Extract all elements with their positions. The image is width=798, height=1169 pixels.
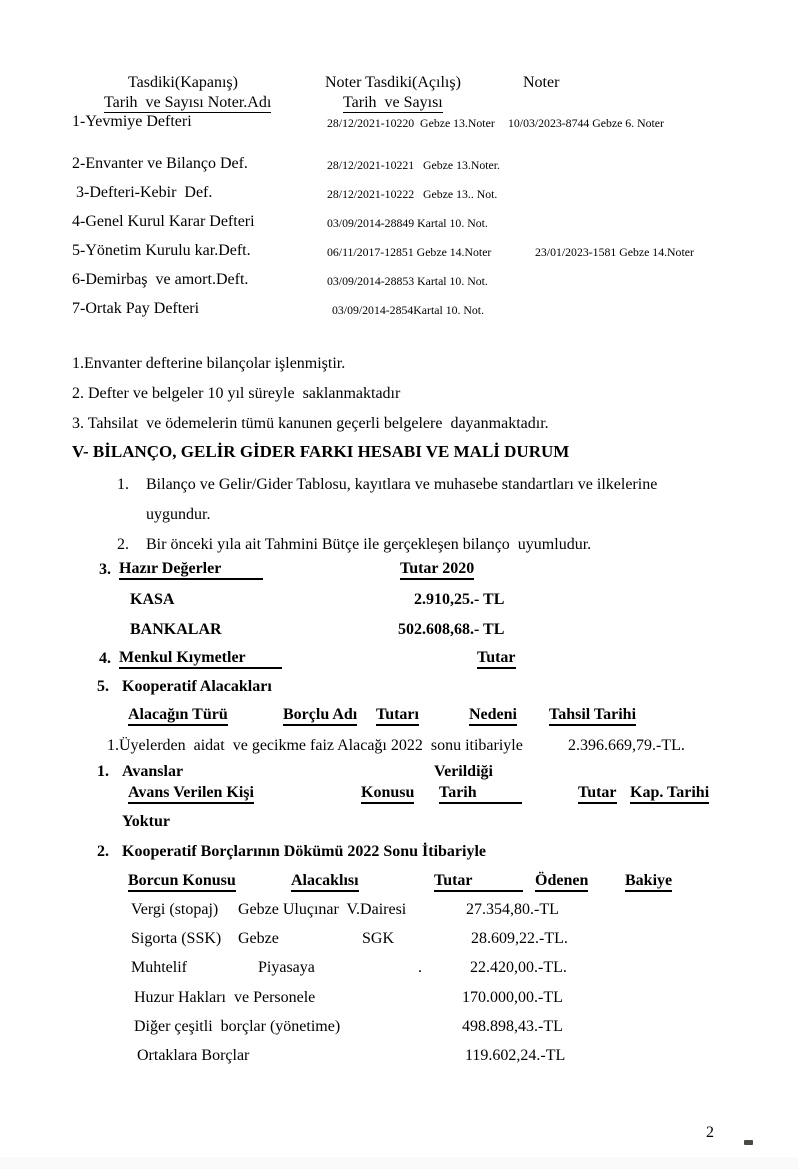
alacak-col-header: Tahsil Tarihi bbox=[549, 706, 636, 726]
alacak-col-header: Tutarı bbox=[376, 706, 419, 726]
ledger-header-closing: Tasdiki(Kapanış) bbox=[128, 74, 238, 91]
bankalar-label: BANKALAR bbox=[130, 621, 222, 638]
avans-col-header: Tutar bbox=[578, 784, 617, 804]
tutar-2020-header: Tutar 2020 bbox=[400, 560, 474, 580]
borc-row-tutar: 119.602,24.-TL bbox=[465, 1047, 566, 1064]
hazir-degerler-number: 3. bbox=[99, 561, 111, 578]
item-number: 1. bbox=[117, 476, 129, 493]
ledger-row-name: 4-Genel Kurul Karar Defteri bbox=[72, 213, 255, 230]
alacaklar-number: 5. bbox=[97, 678, 109, 695]
item-text: uygundur. bbox=[146, 506, 211, 523]
avans-col-header: Avans Verilen Kişi bbox=[128, 784, 254, 804]
alacak-col-header: Nedeni bbox=[469, 706, 517, 726]
borc-row-alacakli: Gebze Uluçınar V.Dairesi bbox=[238, 901, 407, 918]
ledger-row-name: 6-Demirbaş ve amort.Deft. bbox=[72, 271, 249, 288]
ledger-row-detail: 03/09/2014-28853 Kartal 10. Not. bbox=[327, 274, 488, 288]
page-bottom-shade bbox=[0, 1157, 798, 1169]
avans-col-header: Konusu bbox=[361, 784, 414, 804]
ledger-row-detail: 28/12/2021-10220 Gebze 13.Noter bbox=[327, 116, 495, 130]
avans-col-header: Tarih bbox=[439, 784, 522, 804]
ledger-row-name: 3-Defteri-Kebir Def. bbox=[72, 184, 213, 201]
borc-row-konu: Muhtelif bbox=[131, 959, 187, 976]
menkul-label: Menkul Kıymetler bbox=[119, 649, 282, 669]
borc-row-konu: Huzur Hakları ve Personele bbox=[134, 989, 316, 1006]
item-text: Bilanço ve Gelir/Gider Tablosu, kayıtlara ve muhasebe standartları ve ilkelerine bbox=[146, 476, 658, 493]
borc-row-extra: SGK bbox=[362, 930, 395, 947]
avanslar-label: Avanslar bbox=[122, 763, 184, 780]
borc-row-konu: Sigorta (SSK) bbox=[131, 930, 222, 947]
avans-col-header: Kap. Tarihi bbox=[630, 784, 709, 804]
uyelerden-line: 1.Üyelerden aidat ve gecikme faiz Alacağı 2022 sonu itibariyle bbox=[107, 737, 523, 754]
borc-row-konu: Vergi (stopaj) bbox=[131, 901, 219, 918]
alacak-col-header: Borçlu Adı bbox=[283, 706, 357, 726]
borc-row-alacakli: Gebze bbox=[238, 930, 279, 947]
ledger-row-name: 1-Yevmiye Defteri bbox=[72, 113, 192, 130]
borc-col-header: Bakiye bbox=[625, 872, 672, 892]
borc-col-header: Alacaklısı bbox=[291, 872, 359, 892]
borc-row-tutar: 498.898,43.-TL bbox=[462, 1018, 563, 1035]
ledger-row-detail: 23/01/2023-1581 Gebze 14.Noter bbox=[535, 245, 694, 259]
borc-row-alacakli: Piyasaya bbox=[258, 959, 315, 976]
item-number: 2. bbox=[117, 536, 129, 553]
ledger-row-name: 5-Yönetim Kurulu kar.Deft. bbox=[72, 242, 251, 259]
borc-row-konu: Diğer çeşitli borçlar (yönetime) bbox=[134, 1018, 341, 1035]
ledger-row-name: 2-Envanter ve Bilanço Def. bbox=[72, 155, 248, 172]
item-text: Bir önceki yıla ait Tahmini Bütçe ile gerçekleşen bilanço uyumludur. bbox=[146, 536, 592, 553]
menkul-tutar-header: Tutar bbox=[477, 649, 516, 669]
menkul-number: 4. bbox=[99, 650, 111, 667]
ledger-row-detail: 10/03/2023-8744 Gebze 6. Noter bbox=[508, 116, 664, 130]
ledger-row-detail: 03/09/2014-28849 Kartal 10. Not. bbox=[327, 216, 488, 230]
ledger-header-opening-sub: Tarih ve Sayısı bbox=[343, 94, 443, 113]
ledger-row-detail: 28/12/2021-10222 Gebze 13.. Not. bbox=[327, 187, 498, 201]
borc-row-tutar: 28.609,22.-TL. bbox=[471, 930, 568, 947]
ledger-row-detail: 06/11/2017-12851 Gebze 14.Noter bbox=[327, 245, 492, 259]
page-number: 2 bbox=[706, 1124, 714, 1141]
note-line: 2. Defter ve belgeler 10 yıl süreyle saklanmaktadır bbox=[72, 385, 401, 402]
alacaklar-label: Kooperatif Alacakları bbox=[122, 678, 272, 695]
borc-row-tutar: 27.354,80.-TL bbox=[466, 901, 559, 918]
borclar-title: Kooperatif Borçlarının Dökümü 2022 Sonu İtibariyle bbox=[122, 843, 487, 860]
borc-row-konu: Ortaklara Borçlar bbox=[137, 1047, 250, 1064]
borc-row-extra: . bbox=[418, 959, 422, 976]
borc-col-header: Borcun Konusu bbox=[128, 872, 236, 892]
ledger-header-opening: Noter Tasdiki(Açılış) bbox=[325, 74, 461, 91]
scan-artifact bbox=[744, 1140, 753, 1145]
borc-row-tutar: 22.420,00.-TL. bbox=[470, 959, 567, 976]
borc-col-header: Tutar bbox=[434, 872, 523, 892]
avanslar-number: 1. bbox=[97, 763, 109, 780]
kasa-label: KASA bbox=[130, 591, 175, 608]
verildigi-label: Verildiği bbox=[434, 763, 493, 780]
note-line: 1.Envanter defterine bilançolar işlenmiştir. bbox=[72, 355, 346, 372]
ledger-header-noter: Noter bbox=[523, 74, 560, 91]
bankalar-value: 502.608,68.- TL bbox=[398, 621, 505, 638]
borc-row-tutar: 170.000,00.-TL bbox=[462, 989, 563, 1006]
uyelerden-amount: 2.396.669,79.-TL. bbox=[568, 737, 685, 754]
kasa-value: 2.910,25.- TL bbox=[414, 591, 505, 608]
ledger-row-detail: 03/09/2014-2854Kartal 10. Not. bbox=[332, 303, 485, 317]
avans-empty-value: Yoktur bbox=[122, 813, 171, 830]
ledger-header-closing-sub: Tarih ve Sayısı Noter.Adı bbox=[104, 94, 271, 113]
section-title: V- BİLANÇO, GELİR GİDER FARKI HESABI VE MALİ DURUM bbox=[72, 442, 570, 461]
borc-col-header: Ödenen bbox=[535, 872, 588, 892]
borclar-number: 2. bbox=[97, 843, 109, 860]
alacak-col-header: Alacağın Türü bbox=[128, 706, 228, 726]
ledger-row-name: 7-Ortak Pay Defteri bbox=[72, 300, 200, 317]
note-line: 3. Tahsilat ve ödemelerin tümü kanunen geçerli belgelere dayanmaktadır. bbox=[72, 415, 549, 432]
hazir-degerler-label: Hazır Değerler bbox=[119, 560, 263, 580]
ledger-row-detail: 28/12/2021-10221 Gebze 13.Noter. bbox=[327, 158, 500, 172]
